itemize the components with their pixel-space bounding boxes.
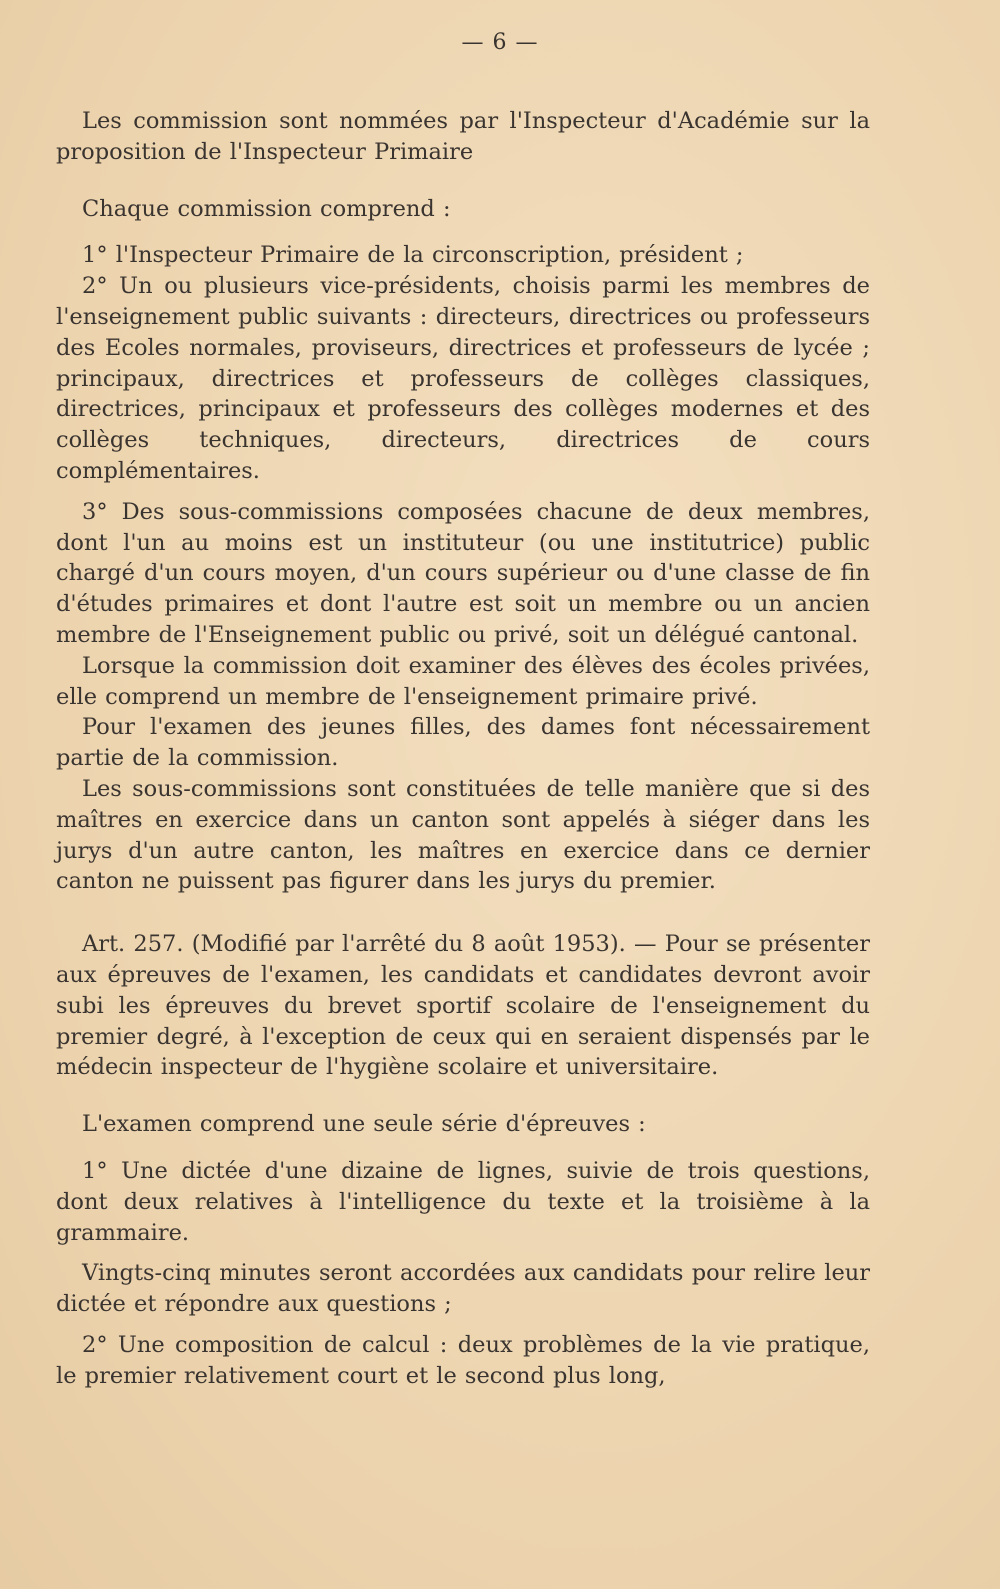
paragraph-exam-series: L'examen comprend une seule série d'épreuves : <box>82 1111 646 1138</box>
list-item-dictation: 1° Une dictée d'une dizaine de lignes, suivie de trois questions, dont deux relatives à l'intelligence du texte et la troisième à la grammaire. <box>56 1157 870 1246</box>
list-item-president: 1° l'Inspecteur Primaire de la circonscription, président ; <box>82 242 744 269</box>
body-text <box>56 106 870 1391</box>
paragraph-private-schools: Lorsque la commission doit examiner des élèves des écoles privées, elle comprend un membre de l'enseignement primaire privé. <box>56 652 870 710</box>
list-item-calculation: 2° Une composition de calcul : deux problèmes de la vie pratique, le premier relativement court et le second plus long, <box>56 1331 870 1389</box>
paragraph-article-257: Art. 257. (Modifié par l'arrêté du 8 août 1953). — Pour se présenter aux épreuves de l'examen, les candidats et candidates devront avoir subi les épreuves du brevet sportif scolaire de l'enseignement du premier degré, à l'exception de ceux qui en seraient dispensés par le médecin inspecteur de l'hygiène scolaire et universitaire. <box>56 931 870 1081</box>
list-item-vice-presidents: 2° Un ou plusieurs vice-présidents, choisis parmi les membres de l'enseignement public suivants : directeurs, directrices ou professeurs des Ecoles normales, proviseurs, directrices et professeurs de lycée ; principaux, directrices et professeurs de collèges classiques, directrices, principaux et professeurs des collèges modernes et des collèges techniques, directeurs, directrices de cours complémentaires. <box>56 273 870 484</box>
paragraph-commission-composition: Chaque commission comprend : <box>82 195 451 222</box>
paragraph-commission-appointment: Les commission sont nommées par l'Inspecteur d'Académie sur la proposition de l'Inspecteur Primaire <box>56 108 870 165</box>
paragraph-young-girls: Pour l'examen des jeunes filles, des dames font nécessairement partie de la commission. <box>56 714 870 772</box>
paragraph-sub-commission-constitution: Les sous-commissions sont constituées de telle manière que si des maîtres en exercice dans un canton sont appelés à siéger dans les jurys d'un autre canton, les maîtres en exercice dans ce dernier canton ne puissent pas figurer dans les jurys du premier. <box>56 775 870 895</box>
list-item-sub-commissions: 3° Des sous-commissions composées chacune de deux membres, dont l'un au moins est un instituteur (ou une institutrice) public chargé d'un cours moyen, d'un cours supérieur ou d'une classe de fin d'études primaires et dont l'autre est soit un membre ou un ancien membre de l'Enseignement public ou privé, soit un délégué cantonal. <box>56 498 870 648</box>
page-number: — 6 — <box>461 30 539 55</box>
paragraph-dictation-time: Vingts-cinq minutes seront accordées aux candidats pour relire leur dictée et répondre aux questions ; <box>56 1260 870 1318</box>
